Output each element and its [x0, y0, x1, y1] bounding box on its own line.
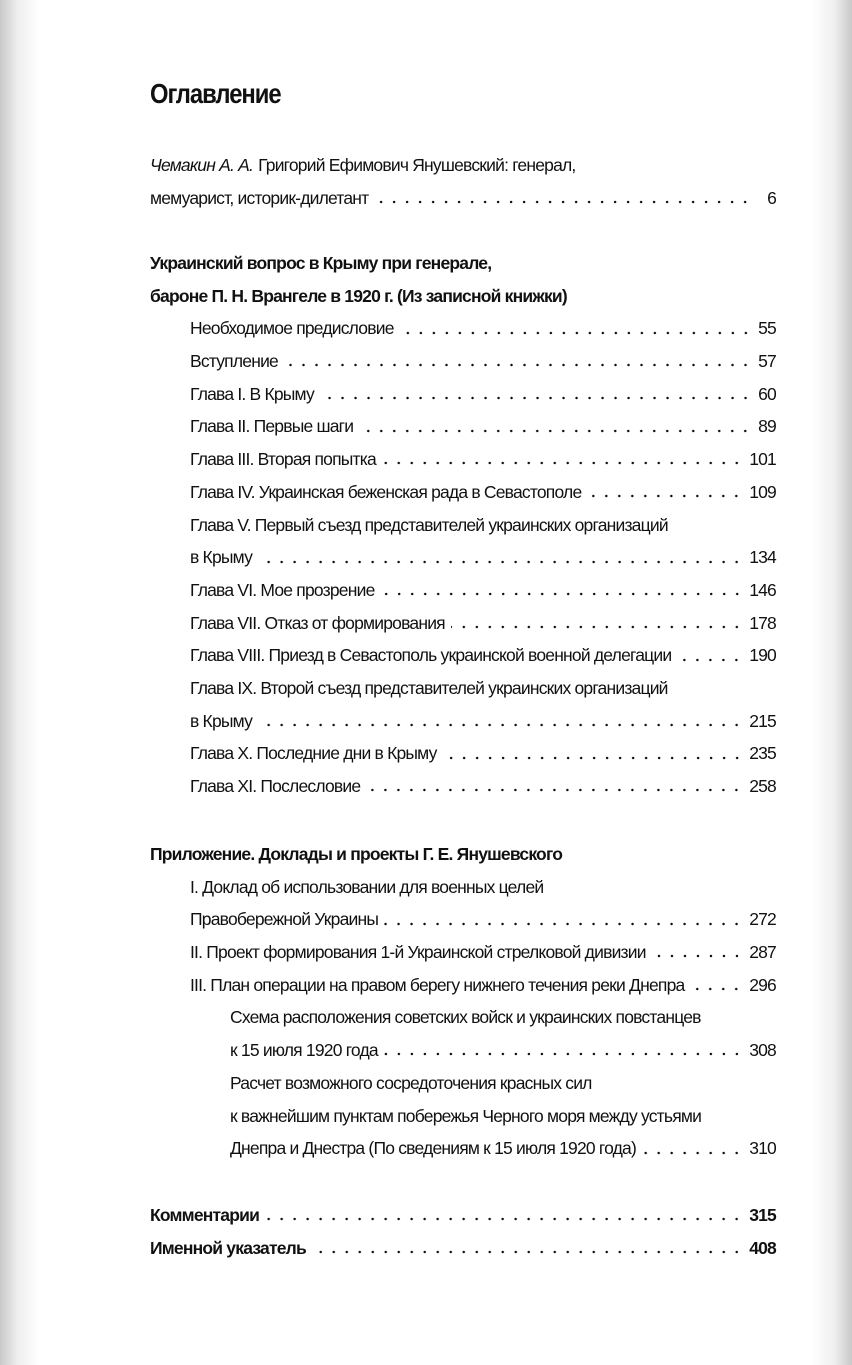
- entry-text: II. Проект формирования 1-й Украинской стрелковой дивизии: [190, 942, 646, 963]
- toc-entry[interactable]: [150, 443, 776, 476]
- entry-text: Именной указатель: [150, 1237, 306, 1258]
- toc-heading[interactable]: [150, 838, 776, 871]
- entry-text: к важнейшим пунктам побережья Черного моря между устьями: [230, 1105, 702, 1126]
- toc-entry[interactable]: [150, 737, 776, 770]
- toc-line: [150, 280, 776, 313]
- dot-leader: [677, 658, 743, 662]
- toc-line: [150, 838, 776, 871]
- page-number: 408: [749, 1237, 776, 1258]
- dot-leader: [359, 429, 752, 433]
- page-number: 57: [758, 351, 776, 372]
- dot-leader: [258, 723, 743, 727]
- dot-leader: [690, 987, 743, 991]
- toc-entry[interactable]: [150, 936, 776, 969]
- toc-line: [230, 1034, 776, 1067]
- page-number: 134: [749, 547, 776, 568]
- toc-line: [230, 1001, 776, 1034]
- toc-entry[interactable]: [150, 969, 776, 1002]
- toc-entry[interactable]: [150, 345, 776, 378]
- dot-leader: [642, 1151, 743, 1155]
- toc-entry[interactable]: [150, 378, 776, 411]
- toc-line: [190, 541, 776, 574]
- toc-line: [190, 410, 776, 443]
- toc-line: [190, 312, 776, 345]
- dot-leader: [265, 1217, 743, 1221]
- entry-text: Комментарии: [150, 1205, 260, 1225]
- dot-leader: [652, 954, 743, 958]
- page-number: 178: [749, 612, 776, 633]
- page-number: 315: [749, 1205, 776, 1225]
- toc-entry[interactable]: [150, 672, 776, 737]
- entry-text: Правобережной Украины: [190, 909, 379, 930]
- dot-leader: [443, 756, 744, 760]
- toc-line: [190, 903, 776, 936]
- dot-leader: [384, 922, 743, 926]
- toc-section: [150, 149, 776, 214]
- page-number: 55: [758, 318, 776, 339]
- toc-line: [190, 936, 776, 969]
- dot-leader: [587, 494, 743, 498]
- toc-entry[interactable]: [150, 639, 776, 672]
- toc-entry[interactable]: [150, 871, 776, 936]
- page-title: Оглавление: [150, 78, 281, 109]
- dot-leader: [384, 1052, 743, 1056]
- entry-text: бароне П. Н. Врангеле в 1920 г. (Из записной книжки): [150, 285, 567, 306]
- toc-line: [190, 672, 776, 705]
- toc-entry[interactable]: [150, 1001, 776, 1066]
- toc-heading[interactable]: [150, 1232, 776, 1265]
- toc-entry[interactable]: [150, 149, 776, 214]
- dot-leader: [451, 625, 743, 629]
- entry-text: Днепра и Днестра (По сведениям к 15 июля 1920 года): [230, 1138, 637, 1159]
- page-number: 287: [749, 942, 776, 963]
- entry-text: Глава VI. Мое прозрение: [190, 579, 375, 600]
- page-number: 109: [749, 481, 776, 502]
- entry-text: к 15 июля 1920 года: [230, 1040, 378, 1061]
- author-name: Чемакин А. А.: [150, 155, 254, 175]
- toc-line: [190, 705, 776, 738]
- toc-section: [150, 247, 776, 803]
- toc-line: [190, 770, 776, 803]
- page-number: 272: [749, 909, 776, 930]
- page-number: 296: [749, 974, 776, 995]
- page-number: 235: [749, 743, 776, 764]
- page-number: 146: [749, 579, 776, 600]
- entry-text: Глава II. Первые шаги: [190, 416, 354, 437]
- toc-line: [190, 509, 776, 542]
- page-number: 89: [758, 416, 776, 437]
- page-number: 101: [749, 449, 776, 470]
- page-number: 258: [749, 776, 776, 796]
- toc-heading[interactable]: [150, 1199, 776, 1232]
- toc-entry[interactable]: [150, 509, 776, 574]
- toc-line: [190, 378, 776, 411]
- toc-entry[interactable]: [150, 1067, 776, 1165]
- dot-leader: [320, 396, 752, 400]
- entry-text: Глава VII. Отказ от формирования: [190, 612, 445, 633]
- dot-leader: [382, 461, 743, 465]
- toc-entry[interactable]: [150, 770, 776, 803]
- toc-line: [150, 247, 776, 280]
- page-number: 310: [749, 1138, 776, 1159]
- toc-line: [190, 607, 776, 640]
- toc-line: [230, 1067, 776, 1100]
- entry-text: Глава IX. Второй съезд представителей украинских организаций: [190, 677, 668, 698]
- dot-leader: [374, 200, 752, 204]
- entry-text: Глава V. Первый съезд представителей украинских организаций: [190, 514, 668, 535]
- toc-line: [190, 639, 776, 672]
- toc-section: [150, 838, 776, 1165]
- toc-line: [190, 574, 776, 607]
- entry-text: Глава III. Вторая попытка: [190, 449, 376, 470]
- page-number: 6: [767, 187, 776, 208]
- toc-line: [230, 1132, 776, 1165]
- entry-text: Глава VIII. Приезд в Севастополь украинской военной делегации: [190, 645, 672, 666]
- entry-text: Необходимое предисловие: [190, 318, 394, 339]
- entry-text: Глава XI. Послесловие: [190, 776, 361, 796]
- entry-text: Глава X. Последние дни в Крыму: [190, 743, 437, 764]
- toc-line: [190, 969, 776, 1002]
- toc-entry[interactable]: [150, 476, 776, 509]
- entry-text: в Крыму: [190, 547, 253, 568]
- toc-entry[interactable]: [150, 574, 776, 607]
- toc-line: [190, 871, 776, 904]
- toc-line: [150, 1199, 776, 1232]
- entry-text: в Крыму: [190, 710, 253, 731]
- entry-text: Глава I. В Крыму: [190, 383, 314, 404]
- dot-leader: [366, 788, 743, 792]
- entry-text: мемуарист, историк-дилетант: [150, 187, 369, 208]
- dot-leader: [258, 560, 743, 564]
- page-number: 60: [758, 383, 776, 404]
- dot-leader: [400, 331, 752, 335]
- dot-leader: [381, 592, 744, 596]
- dot-leader: [312, 1250, 743, 1254]
- entry-text: Григорий Ефимович Янушевский: генерал,: [258, 155, 576, 175]
- dot-leader: [284, 363, 752, 367]
- page-number: 190: [749, 645, 776, 666]
- toc-section: [150, 1199, 776, 1264]
- entry-text: Расчет возможного сосредоточения красных сил: [230, 1072, 592, 1093]
- toc-line: [150, 1232, 776, 1265]
- toc-entry[interactable]: [150, 607, 776, 640]
- toc-line: [190, 345, 776, 378]
- toc-line: [150, 149, 776, 182]
- toc-entry[interactable]: [150, 312, 776, 345]
- toc-line: [190, 476, 776, 509]
- toc-line: [230, 1100, 776, 1133]
- entry-text: Глава IV. Украинская беженская рада в Севастополе: [190, 481, 582, 502]
- toc-line: [190, 737, 776, 770]
- entry-text: Приложение. Доклады и проекты Г. Е. Янушевского: [150, 844, 563, 864]
- toc-line: [150, 182, 776, 215]
- entry-text: III. План операции на правом берегу нижнего течения реки Днепра: [190, 974, 685, 995]
- entry-text: Украинский вопрос в Крыму при генерале,: [150, 253, 492, 273]
- page-number: 215: [749, 710, 776, 731]
- entry-text: Вступление: [190, 351, 278, 372]
- toc-entry[interactable]: [150, 410, 776, 443]
- toc-heading[interactable]: [150, 247, 776, 312]
- page-number: 308: [749, 1040, 776, 1061]
- entry-text: I. Доклад об использовании для военных целей: [190, 876, 544, 897]
- entry-text: Схема расположения советских войск и украинских повстанцев: [230, 1007, 701, 1028]
- toc-line: [190, 443, 776, 476]
